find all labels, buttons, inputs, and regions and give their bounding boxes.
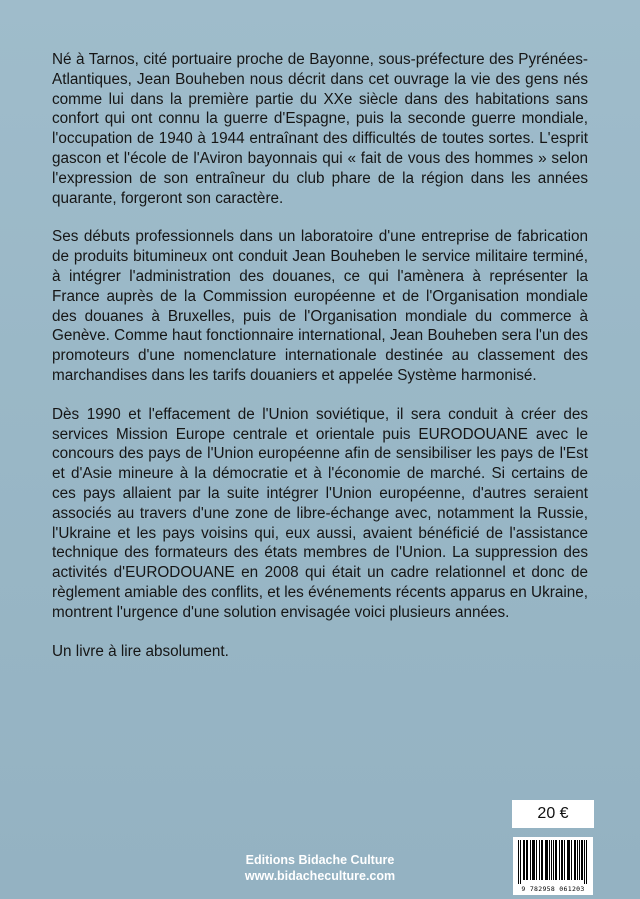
barcode-bar [553,840,554,880]
barcode-bar [575,840,576,880]
barcode-bar [584,840,585,884]
barcode-bars [518,840,588,884]
barcode-bar [533,840,534,880]
barcode-bar [547,840,548,880]
barcode-bar [532,840,533,880]
barcode-bar [539,840,540,880]
barcode-bar [581,840,582,880]
barcode-bar [561,840,562,880]
isbn-barcode [513,837,593,895]
price-label [512,800,594,828]
barcode-bar [569,840,570,880]
barcode-bar [546,840,547,880]
barcode-bar [574,840,575,880]
barcode-bar [534,840,535,880]
barcode-digits: 9 782958 061203 [521,885,585,893]
paragraph-3: Dès 1990 et l'effacement de l'Union soviétique, il sera conduit à créer des services Mission Europe centrale et orientale puis EURODOUANE avec le concours des pays de l'Union européenne afin de sensibiliser les pays de l'Est et d'Asie mineure à la démocratie et à l'économie de marché. Si certains de ces pays allaient par la suite intégrer l'Union européenne, d'autres seraient associés au travers d'une zone de libre-échange avec, notamment la Russie, l'Ukraine et les pays voisins qui, eux aussi, avaient bénéficié de l'assistance technique des formateurs des états membres de l'Union. La suppression des activités d'EURODOUANE en 2008 qui était un cadre relationnel et donc de règlement amiable des conflits, et les événements récents apparus en Ukraine, montrent l'urgence d'une solution envisagée voici plusieurs années. [52,405,588,621]
barcode-bar [526,840,527,880]
barcode-bar [579,840,580,880]
barcode-bar [527,840,528,880]
barcode-bar [520,840,521,884]
barcode-bar [556,840,557,880]
barcode-bar [567,840,568,880]
publisher-website: www.bidacheculture.com [244,869,396,883]
barcode-bar [541,840,542,880]
barcode-bar [562,840,563,880]
barcode-bar [559,840,560,880]
barcode-bar [582,840,583,880]
barcode-bar [545,840,546,880]
barcode-bar [523,840,524,880]
barcode-bar [524,840,525,880]
publisher-name: Editions Bidache Culture [245,853,395,867]
barcode-bar [568,840,569,880]
barcode-bar [571,840,572,880]
paragraph-1: Né à Tarnos, cité portuaire proche de Bayonne, sous-préfecture des Pyrénées-Atlantiques, Jean Bouheben nous décrit dans cet ouvrage la vie des gens nés comme lui dans la première partie du XXe siècle dans des habitations sans confort qui ont connu la guerre d'Espagne, puis la seconde guerre mondiale, l'occupation de 1940 à 1944 entraînant des difficultés de toutes sortes. L'esprit gascon et l'école de l'Aviron bayonnais qui « fait de vous des hommes » selon l'expression de son entraîneur du club phare de la région dans les années quarante, forgeront son caractère. [52,51,588,207]
back-cover-text [52,50,588,661]
barcode-bar [530,840,531,880]
barcode-bar [555,840,556,880]
barcode-bar [549,840,550,880]
price-value: 20 € [537,805,569,822]
barcode-bar [536,840,537,880]
tagline: Un livre à lire absolument. [52,642,229,660]
barcode-bar [564,840,565,880]
barcode-bar [551,840,552,880]
barcode-bar [542,840,543,880]
barcode-bar [577,840,578,880]
paragraph-2: Ses débuts professionnels dans un laboratoire d'une entreprise de fabrication de produits bitumineux ont conduit Jean Bouheben le service militaire terminé, à intégrer l'administration des douanes, ce qui l'amènera à représenter la France auprès de la Commission européenne et de l'Organisation mondiale des douanes à Bruxelles, puis de l'Organisation mondiale du commerce à Genève. Comme haut fonctionnaire international, Jean Bouheben sera l'un des promoteurs d'une nomenclature internationale destinée au classement des marchandises dans les tarifs douaniers et appelée Système harmonisé. [52,228,588,384]
barcode-bar [518,840,519,884]
barcode-bar [586,840,587,884]
